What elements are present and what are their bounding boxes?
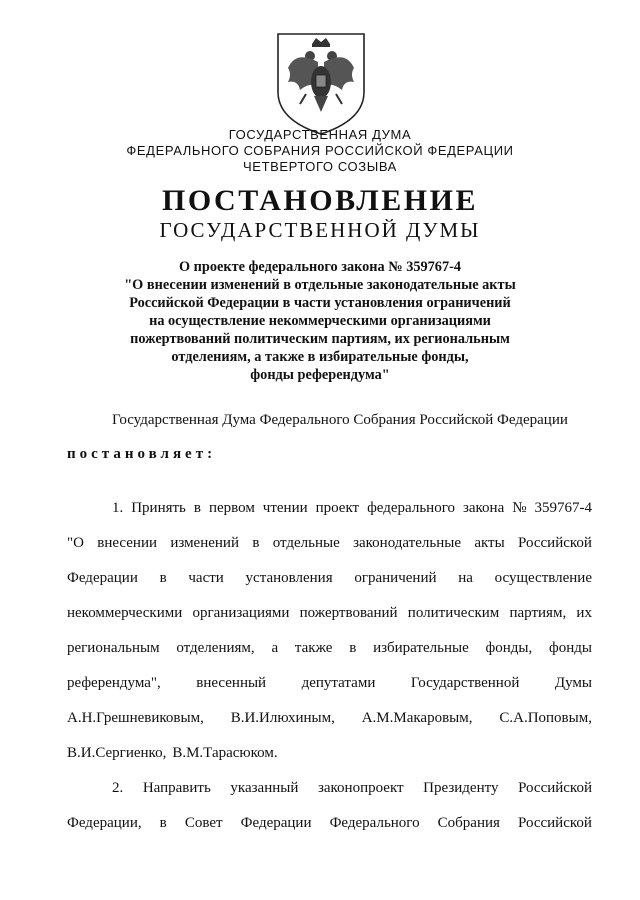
word: Президенту bbox=[423, 780, 499, 796]
word: в bbox=[159, 815, 167, 831]
word: Направить bbox=[142, 780, 211, 796]
word: № bbox=[512, 500, 527, 516]
document-subtitle: ГОСУДАРСТВЕННОЙ ДУМЫ bbox=[159, 218, 481, 242]
word: ограничений bbox=[354, 570, 437, 586]
paragraph-line bbox=[67, 666, 592, 701]
word: Государственной bbox=[410, 675, 520, 691]
paragraph-line bbox=[67, 771, 592, 806]
word: Федерации bbox=[240, 815, 312, 831]
word: избирательные bbox=[373, 640, 469, 656]
paragraph-line bbox=[67, 736, 592, 771]
word: указанный bbox=[230, 780, 299, 796]
word: фонды, bbox=[485, 640, 533, 656]
word: а bbox=[271, 640, 279, 656]
subject-line: на осуществление некоммерческими организациями bbox=[149, 313, 491, 329]
word: Федерации bbox=[67, 570, 138, 586]
word: первом bbox=[208, 500, 255, 516]
word: пожертвований bbox=[299, 605, 398, 621]
subject-line: "О внесении изменений в отдельные законодательные акты bbox=[124, 277, 516, 293]
word: внесенный bbox=[196, 675, 267, 691]
word: А.М.Макаровым, bbox=[361, 710, 473, 726]
subject-line: Российской Федерации в части установления ограничений bbox=[129, 295, 511, 311]
word: чтении bbox=[262, 500, 308, 516]
word: организациями bbox=[192, 605, 290, 621]
word: Федерации, bbox=[67, 815, 142, 831]
subject-line: отделениям, а также в избирательные фонды, bbox=[171, 349, 469, 365]
word: В.И.Сергиенко, bbox=[67, 745, 167, 761]
paragraph-line bbox=[67, 561, 592, 596]
coat-of-arms-icon bbox=[274, 30, 368, 138]
document-title: ПОСТАНОВЛЕНИЕ bbox=[162, 184, 478, 217]
word: С.А.Поповым, bbox=[499, 710, 592, 726]
word: некоммерческими bbox=[67, 605, 183, 621]
word: в bbox=[193, 500, 201, 516]
word: политическим bbox=[407, 605, 500, 621]
word: Российской bbox=[518, 780, 592, 796]
word: в bbox=[349, 640, 357, 656]
word: фонды bbox=[549, 640, 592, 656]
word: осуществление bbox=[494, 570, 592, 586]
word: А.Н.Грешневиковым, bbox=[67, 710, 204, 726]
word: "О bbox=[67, 535, 84, 551]
word: в bbox=[159, 570, 167, 586]
word: 1. bbox=[112, 500, 124, 516]
word: федерального bbox=[367, 500, 455, 516]
subject-line: фонды референдума" bbox=[250, 367, 390, 383]
word: В.И.Илюхиным, bbox=[230, 710, 335, 726]
document-header bbox=[0, 127, 640, 175]
resolution-subject bbox=[60, 258, 580, 384]
word: Думы bbox=[554, 675, 592, 691]
word: внесении bbox=[97, 535, 158, 551]
word: отделениям, bbox=[176, 640, 255, 656]
word: отдельные bbox=[272, 535, 340, 551]
word: 359767-4 bbox=[534, 500, 592, 516]
header-line: ФЕДЕРАЛЬНОГО СОБРАНИЯ РОССИЙСКОЙ ФЕДЕРАЦИИ bbox=[126, 143, 514, 158]
word: изменений bbox=[170, 535, 239, 551]
word: Совет bbox=[184, 815, 223, 831]
decree-word: постановляет: bbox=[67, 446, 217, 462]
word: депутатами bbox=[301, 675, 376, 691]
word: партиям, bbox=[509, 605, 567, 621]
word: 2. bbox=[112, 780, 124, 796]
word: проект bbox=[315, 500, 360, 516]
word: установления bbox=[245, 570, 333, 586]
paragraph-line bbox=[67, 806, 592, 841]
word: также bbox=[294, 640, 333, 656]
paragraph-line bbox=[67, 491, 592, 526]
word: региональным bbox=[67, 640, 160, 656]
word: Федерального bbox=[329, 815, 420, 831]
word: законодательные bbox=[353, 535, 461, 551]
intro-text: Государственная Дума Федерального Собрания Российской Федерации bbox=[112, 412, 568, 428]
word: Принять bbox=[131, 500, 186, 516]
paragraph-1 bbox=[67, 491, 592, 771]
paragraph-2 bbox=[67, 771, 592, 841]
header-line: ЧЕТВЕРТОГО СОЗЫВА bbox=[243, 159, 397, 174]
word: закона bbox=[462, 500, 505, 516]
word: части bbox=[188, 570, 224, 586]
header-line: ГОСУДАРСТВЕННАЯ ДУМА bbox=[228, 127, 412, 142]
paragraph-line bbox=[67, 631, 592, 666]
paragraph-line bbox=[67, 596, 592, 631]
word: законопроект bbox=[317, 780, 404, 796]
word: референдума", bbox=[67, 675, 161, 691]
word: на bbox=[458, 570, 473, 586]
subject-line: пожертвований политическим партиям, их региональным bbox=[130, 331, 510, 347]
word: в bbox=[252, 535, 260, 551]
word: Российской bbox=[518, 535, 592, 551]
word: Российской bbox=[518, 815, 592, 831]
word: их bbox=[576, 605, 592, 621]
word: Собрания bbox=[437, 815, 500, 831]
subject-line: О проекте федерального закона № 359767-4 bbox=[178, 259, 462, 275]
word: акты bbox=[474, 535, 505, 551]
paragraph-line bbox=[67, 701, 592, 736]
paragraph-line bbox=[67, 526, 592, 561]
word: В.М.Тарасюком. bbox=[172, 745, 278, 761]
